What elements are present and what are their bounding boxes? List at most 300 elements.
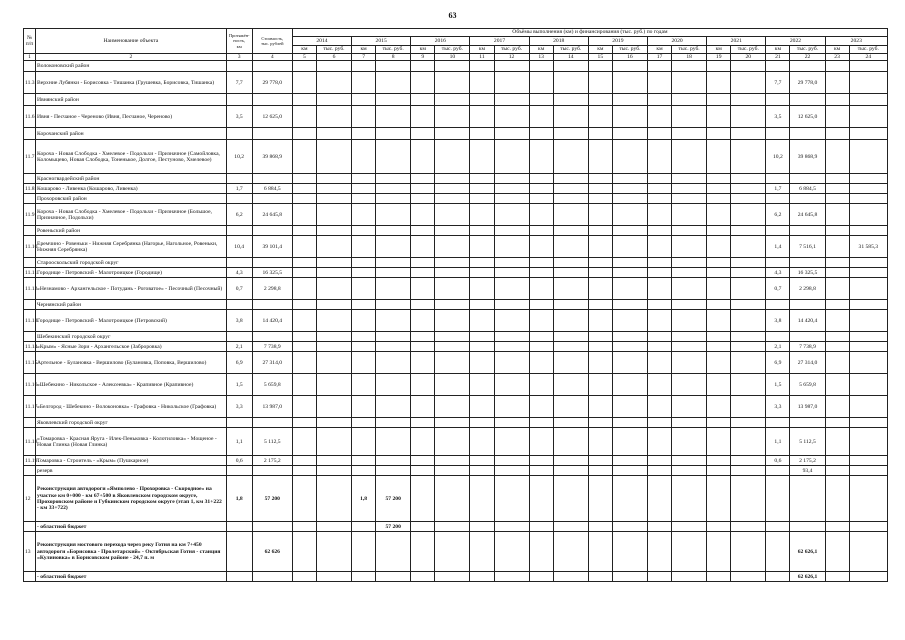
length-cell: 7,7 <box>226 72 252 94</box>
empty-cell <box>292 174 316 184</box>
empty-cell <box>707 61 731 72</box>
value-cell <box>647 342 671 352</box>
cost-cell: 24 645,8 <box>252 204 292 226</box>
empty-cell <box>316 61 351 72</box>
empty-cell <box>612 226 647 236</box>
empty-cell <box>470 128 494 140</box>
empty-cell <box>849 332 887 342</box>
length-cell: 3,8 <box>226 310 252 332</box>
value-cell <box>292 140 316 174</box>
empty-cell <box>352 94 376 106</box>
value-cell <box>588 532 612 572</box>
value-cell <box>612 456 647 466</box>
value-cell <box>612 140 647 174</box>
empty-cell <box>292 300 316 310</box>
value-cell: 24 645,8 <box>790 204 825 226</box>
value-cell <box>672 428 707 456</box>
value-cell: 1,1 <box>766 428 790 456</box>
value-cell <box>376 184 411 194</box>
value-cell: 5 659,8 <box>790 374 825 396</box>
empty-cell <box>849 418 887 428</box>
value-cell <box>731 278 766 300</box>
length-cell: 10,4 <box>226 236 252 258</box>
value-cell <box>352 268 376 278</box>
index-cell <box>24 94 36 106</box>
value-cell <box>553 352 588 374</box>
empty-cell <box>529 61 553 72</box>
value-cell <box>588 428 612 456</box>
cost-cell: 27 314,0 <box>252 352 292 374</box>
value-cell <box>588 476 612 522</box>
value-cell <box>292 184 316 194</box>
value-cell: 14 420,4 <box>790 310 825 332</box>
object-name: «Незнамово - Архангельское - Потудань - Роговатое» - Песочный (Песочный) <box>36 278 227 300</box>
empty-cell <box>226 128 252 140</box>
value-cell <box>672 532 707 572</box>
value-cell <box>825 522 849 532</box>
value-cell <box>612 278 647 300</box>
value-cell <box>825 476 849 522</box>
length-cell: 0,7 <box>226 278 252 300</box>
value-cell <box>352 352 376 374</box>
length-cell: 1,5 <box>226 374 252 396</box>
empty-cell <box>825 300 849 310</box>
empty-cell <box>647 194 671 204</box>
value-cell <box>647 278 671 300</box>
empty-cell <box>352 258 376 268</box>
value-cell <box>731 456 766 466</box>
value-cell <box>292 204 316 226</box>
empty-cell <box>588 418 612 428</box>
value-cell <box>470 532 494 572</box>
value-cell <box>352 374 376 396</box>
empty-cell <box>435 418 470 428</box>
empty-cell <box>411 332 435 342</box>
empty-cell <box>731 94 766 106</box>
section-title: Ровеньский район <box>36 226 227 236</box>
cost-cell: 2 298,8 <box>252 278 292 300</box>
cost-cell: 57 200 <box>252 476 292 522</box>
col-length-header: Протяжён- ность, км <box>226 29 252 54</box>
value-cell <box>316 278 351 300</box>
value-cell <box>529 184 553 194</box>
column-number: 15 <box>588 54 612 61</box>
value-cell <box>849 532 887 572</box>
value-cell <box>494 72 529 94</box>
empty-cell <box>766 194 790 204</box>
value-cell <box>672 522 707 532</box>
value-cell <box>316 374 351 396</box>
value-cell <box>376 466 411 476</box>
length-cell <box>226 532 252 572</box>
value-cell <box>316 310 351 332</box>
value-cell <box>316 532 351 572</box>
empty-cell <box>588 61 612 72</box>
value-cell <box>470 572 494 582</box>
value-cell <box>316 428 351 456</box>
value-cell <box>588 466 612 476</box>
index-cell <box>24 226 36 236</box>
value-cell: 0,6 <box>766 456 790 466</box>
empty-cell <box>226 300 252 310</box>
index-cell: 11.12. <box>24 278 36 300</box>
empty-cell <box>352 61 376 72</box>
value-cell <box>470 310 494 332</box>
value-cell <box>672 184 707 194</box>
object-name: Артельное - Булановка - Вершилово (Булановка, Поповка, Вершилово) <box>36 352 227 374</box>
value-cell <box>470 72 494 94</box>
empty-cell <box>376 194 411 204</box>
value-cell <box>411 572 435 582</box>
empty-cell <box>352 300 376 310</box>
empty-cell <box>647 258 671 268</box>
index-cell <box>24 61 36 72</box>
empty-cell <box>790 61 825 72</box>
table-row <box>24 72 888 94</box>
value-cell <box>435 374 470 396</box>
empty-cell <box>553 418 588 428</box>
value-cell <box>411 456 435 466</box>
value-cell <box>529 476 553 522</box>
value-cell <box>731 310 766 332</box>
value-cell <box>612 184 647 194</box>
value-cell <box>849 522 887 532</box>
empty-cell <box>825 332 849 342</box>
empty-cell <box>766 258 790 268</box>
value-cell <box>494 268 529 278</box>
empty-cell <box>825 61 849 72</box>
value-cell <box>494 310 529 332</box>
empty-cell <box>470 258 494 268</box>
value-cell <box>707 456 731 466</box>
value-cell <box>411 522 435 532</box>
value-cell <box>352 140 376 174</box>
column-number: 1 <box>24 54 36 61</box>
value-cell <box>849 184 887 194</box>
index-cell: 11.14. <box>24 342 36 352</box>
column-number: 12 <box>494 54 529 61</box>
empty-cell <box>252 300 292 310</box>
value-cell <box>612 106 647 128</box>
index-cell <box>24 522 36 532</box>
value-cell <box>352 310 376 332</box>
value-cell <box>707 184 731 194</box>
value-cell <box>352 532 376 572</box>
unit-km-header: км <box>707 46 731 54</box>
value-cell <box>352 278 376 300</box>
section-title: Шебекинский городской округ <box>36 332 227 342</box>
unit-rub-header: тыс. руб. <box>790 46 825 54</box>
value-cell <box>647 236 671 258</box>
value-cell <box>292 352 316 374</box>
value-cell <box>553 466 588 476</box>
value-cell <box>672 396 707 418</box>
value-cell <box>588 268 612 278</box>
index-cell <box>24 466 36 476</box>
section-title: Прохоровский район <box>36 194 227 204</box>
empty-cell <box>588 300 612 310</box>
value-cell <box>647 428 671 456</box>
value-cell <box>553 310 588 332</box>
empty-cell <box>672 194 707 204</box>
value-cell <box>849 466 887 476</box>
object-name: - областной бюджет <box>36 522 227 532</box>
cost-cell: 62 626 <box>252 532 292 572</box>
empty-cell <box>849 174 887 184</box>
value-cell <box>553 532 588 572</box>
value-cell <box>529 522 553 532</box>
value-cell <box>707 140 731 174</box>
value-cell <box>470 140 494 174</box>
empty-cell <box>316 258 351 268</box>
empty-cell <box>252 258 292 268</box>
value-cell <box>849 310 887 332</box>
value-cell: 7,7 <box>766 72 790 94</box>
value-cell <box>612 522 647 532</box>
value-cell: 6,2 <box>766 204 790 226</box>
value-cell <box>494 396 529 418</box>
value-cell <box>435 572 470 582</box>
empty-cell <box>411 258 435 268</box>
value-cell <box>316 184 351 194</box>
section-title: Корочанский район <box>36 128 227 140</box>
index-cell: 11.8. <box>24 184 36 194</box>
value-cell <box>435 106 470 128</box>
value-cell <box>707 268 731 278</box>
value-cell <box>731 106 766 128</box>
empty-cell <box>435 258 470 268</box>
page-number: 63 <box>448 11 457 20</box>
empty-cell <box>553 61 588 72</box>
section-row <box>24 61 888 72</box>
empty-cell <box>316 94 351 106</box>
value-cell <box>849 204 887 226</box>
table-row <box>24 476 888 522</box>
value-cell <box>672 140 707 174</box>
empty-cell <box>292 61 316 72</box>
value-cell <box>411 72 435 94</box>
value-cell <box>529 396 553 418</box>
cost-cell <box>252 572 292 582</box>
year-header: 2021 <box>707 37 766 46</box>
table-row <box>24 374 888 396</box>
empty-cell <box>790 226 825 236</box>
value-cell <box>411 268 435 278</box>
empty-cell <box>529 258 553 268</box>
value-cell <box>411 532 435 572</box>
value-cell <box>647 476 671 522</box>
empty-cell <box>376 61 411 72</box>
object-name: Реконструкция автодороги «Ямполево - Прохоровка - Скородное» на участке км 0+000 - км 67+500 в Яковлевском городском округе, Прохоровском районе и Губкинском городском округе (этап 1, км 31+222 - км 33+722) <box>36 476 227 522</box>
year-header: 2022 <box>766 37 825 46</box>
empty-cell <box>494 332 529 342</box>
empty-cell <box>376 94 411 106</box>
table-row <box>24 268 888 278</box>
value-cell <box>292 466 316 476</box>
empty-cell <box>470 418 494 428</box>
value-cell <box>376 352 411 374</box>
value-cell <box>529 310 553 332</box>
empty-cell <box>731 258 766 268</box>
value-cell <box>553 106 588 128</box>
value-cell <box>470 522 494 532</box>
empty-cell <box>588 258 612 268</box>
value-cell: 1,8 <box>352 476 376 522</box>
section-row <box>24 300 888 310</box>
empty-cell <box>292 258 316 268</box>
column-number: 4 <box>252 54 292 61</box>
value-cell <box>435 310 470 332</box>
column-number: 16 <box>612 54 647 61</box>
empty-cell <box>411 300 435 310</box>
empty-cell <box>672 174 707 184</box>
value-cell <box>316 456 351 466</box>
empty-cell <box>529 194 553 204</box>
value-cell <box>731 236 766 258</box>
empty-cell <box>411 61 435 72</box>
value-cell <box>707 278 731 300</box>
value-cell <box>672 72 707 94</box>
empty-cell <box>766 418 790 428</box>
column-number: 10 <box>435 54 470 61</box>
empty-cell <box>672 258 707 268</box>
empty-cell <box>707 418 731 428</box>
empty-cell <box>707 226 731 236</box>
empty-cell <box>553 258 588 268</box>
value-cell <box>292 72 316 94</box>
value-cell <box>672 572 707 582</box>
value-cell <box>316 140 351 174</box>
value-cell <box>292 278 316 300</box>
value-cell: 6 884,5 <box>790 184 825 194</box>
object-name: Кошарово - Ливенка (Кошарово, Ливенка) <box>36 184 227 194</box>
table-row <box>24 140 888 174</box>
value-cell <box>411 342 435 352</box>
cost-cell: 14 420,4 <box>252 310 292 332</box>
empty-cell <box>731 194 766 204</box>
value-cell <box>707 342 731 352</box>
value-cell <box>435 268 470 278</box>
value-cell <box>494 204 529 226</box>
value-cell <box>766 466 790 476</box>
value-cell <box>292 374 316 396</box>
unit-km-header: км <box>588 46 612 54</box>
value-cell <box>529 428 553 456</box>
year-header: 2020 <box>647 37 706 46</box>
value-cell <box>316 466 351 476</box>
empty-cell <box>707 194 731 204</box>
empty-cell <box>790 94 825 106</box>
value-cell: 13 987,0 <box>790 396 825 418</box>
value-cell <box>672 466 707 476</box>
value-cell <box>849 352 887 374</box>
empty-cell <box>411 194 435 204</box>
empty-cell <box>672 61 707 72</box>
value-cell <box>470 428 494 456</box>
column-number: 13 <box>529 54 553 61</box>
value-cell <box>352 236 376 258</box>
empty-cell <box>790 194 825 204</box>
value-cell <box>352 428 376 456</box>
empty-cell <box>849 300 887 310</box>
empty-cell <box>672 128 707 140</box>
value-cell: 57 200 <box>376 522 411 532</box>
value-cell: 29 778,0 <box>790 72 825 94</box>
empty-cell <box>316 226 351 236</box>
value-cell <box>588 140 612 174</box>
value-cell <box>494 140 529 174</box>
empty-cell <box>825 174 849 184</box>
index-cell <box>24 128 36 140</box>
index-cell <box>24 194 36 204</box>
cost-cell: 13 987,0 <box>252 396 292 418</box>
empty-cell <box>849 61 887 72</box>
value-cell <box>435 72 470 94</box>
value-cell <box>825 456 849 466</box>
empty-cell <box>766 61 790 72</box>
value-cell <box>316 72 351 94</box>
value-cell <box>553 204 588 226</box>
cost-cell: 7 738,9 <box>252 342 292 352</box>
value-cell <box>494 456 529 466</box>
empty-cell <box>766 300 790 310</box>
index-cell: 12 <box>24 476 36 522</box>
value-cell <box>553 374 588 396</box>
empty-cell <box>731 226 766 236</box>
empty-cell <box>672 226 707 236</box>
value-cell: 39 868,9 <box>790 140 825 174</box>
value-cell <box>672 278 707 300</box>
value-cell <box>707 106 731 128</box>
value-cell <box>529 352 553 374</box>
empty-cell <box>226 258 252 268</box>
empty-cell <box>470 226 494 236</box>
empty-cell <box>376 258 411 268</box>
value-cell <box>612 72 647 94</box>
value-cell <box>470 374 494 396</box>
unit-rub-header: тыс. руб. <box>731 46 766 54</box>
value-cell <box>588 342 612 352</box>
index-cell: 11.11. <box>24 268 36 278</box>
index-cell <box>24 332 36 342</box>
value-cell: 2 175,2 <box>790 456 825 466</box>
unit-rub-header: тыс. руб. <box>553 46 588 54</box>
value-cell <box>435 456 470 466</box>
value-cell: 7 516,1 <box>790 236 825 258</box>
value-cell: 93,4 <box>790 466 825 476</box>
index-cell: 11.18. <box>24 428 36 456</box>
empty-cell <box>529 300 553 310</box>
value-cell <box>707 428 731 456</box>
value-cell <box>494 522 529 532</box>
unit-km-header: км <box>529 46 553 54</box>
value-cell <box>316 476 351 522</box>
table-row <box>24 236 888 258</box>
value-cell <box>529 236 553 258</box>
value-cell <box>790 476 825 522</box>
cost-cell: 12 625,0 <box>252 106 292 128</box>
value-cell <box>529 374 553 396</box>
empty-cell <box>790 332 825 342</box>
value-cell <box>849 428 887 456</box>
empty-cell <box>707 332 731 342</box>
value-cell <box>529 268 553 278</box>
empty-cell <box>470 94 494 106</box>
empty-cell <box>316 174 351 184</box>
index-cell: 11.16. <box>24 374 36 396</box>
value-cell <box>707 352 731 374</box>
value-cell: 57 200 <box>376 476 411 522</box>
